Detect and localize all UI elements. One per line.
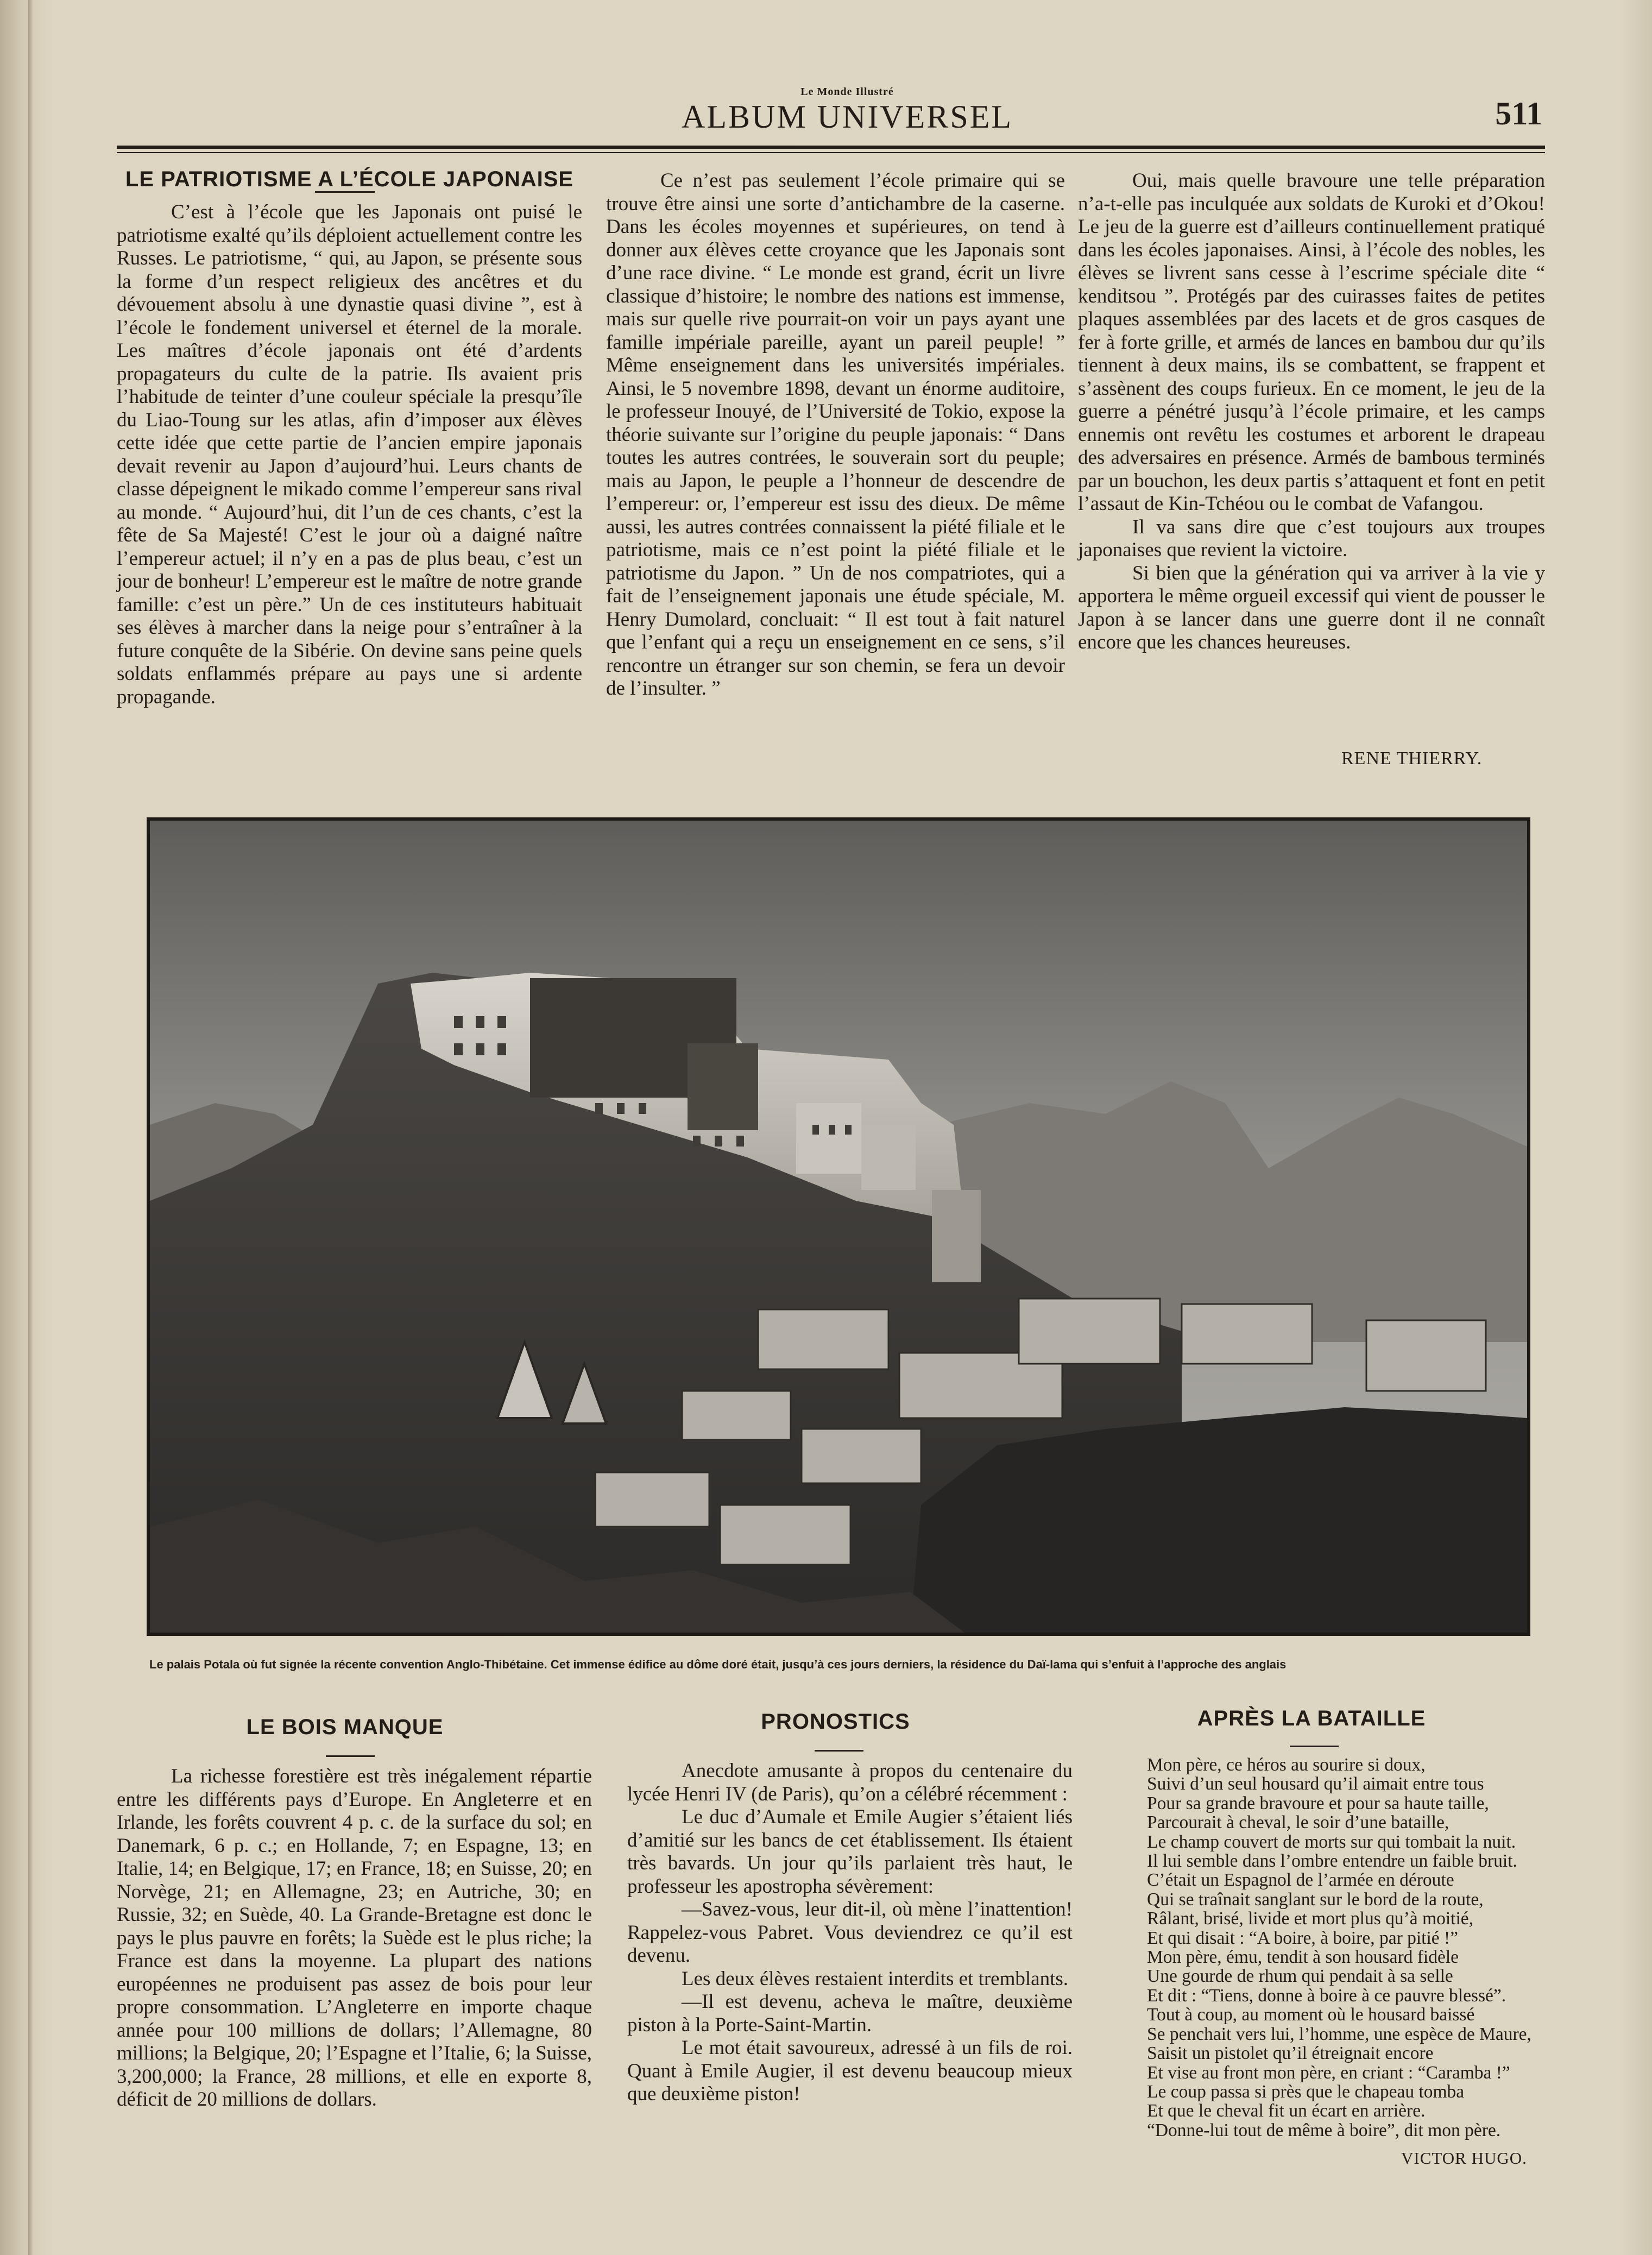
article-title-patriotisme: LE PATRIOTISME A L’ÉCOLE JAPONAISE <box>125 167 574 191</box>
article-title-pronostics: PRONOSTICS <box>761 1710 910 1734</box>
header-rule-thick <box>117 146 1545 149</box>
poem-verse: Mon père, ému, tendit à son housard fidèle <box>1147 1947 1459 1968</box>
paragraph: —Savez-vous, leur dit-il, où mène l’inattention! Rappelez-vous Pabret. Vous deviendrez ce qu’il est devenu. <box>627 1898 1073 1967</box>
paragraph: Oui, mais quelle bravoure une telle préparation n’a-t-elle pas inculquée aux soldats de Kuroki et d’Okou! Le jeu de la guerre est d’ailleurs continuellement pratiqué dans les écoles japonaises. Ainsi, à l’école des nobles, les élèves se livrent sans cesse à l’escrime spéciale dite “ kenditsou ”. Protégés par des cuirasses faites de petites plaques assemblées par des lacets et de gros casques de fer à forte grille, et armés de lances en bambou dur qu’ils tiennent à deux mains, ils se combattent, se frappent et s’assènent des coups furieux. En ce moment, le jeu de la guerre a pénétré jusqu’à l’école primaire, et les camps ennemis ont revêtu les costumes et arborent le drapeau des adversaires en présence. Armés de bambous terminés par un bouchon, les deux partis s’attaquent et font en petit l’assaut de Kin-Tchéou ou le combat de Vafangou. <box>1078 169 1545 515</box>
potala-palace-photo <box>147 817 1530 1636</box>
running-header-title: ALBUM UNIVERSEL <box>682 99 1013 135</box>
poem-verse: Tout à coup, au moment où le housard baissé <box>1147 2005 1475 2025</box>
article-title-apres-la-bataille: APRÈS LA BATAILLE <box>1197 1706 1426 1730</box>
poem-verse: Le coup passa si près que le chapeau tomba <box>1147 2081 1465 2102</box>
poem-verse: C’était un Espagnol de l’armée en déroute <box>1147 1870 1454 1891</box>
potala-palace-image <box>150 821 1527 1633</box>
article-patriotisme-column-2 <box>606 169 1065 701</box>
title-separator <box>1290 1746 1339 1747</box>
poem-verse: Et que le cheval fit un écart en arrière. <box>1147 2101 1426 2121</box>
poem-verse: Il lui semble dans l’ombre entendre un faible bruit. <box>1147 1851 1517 1872</box>
poem-verse: Mon père, ce héros au sourire si doux, <box>1147 1755 1426 1775</box>
poem-verse: Râlant, brisé, livide et mort plus qu’à moitié, <box>1147 1908 1474 1929</box>
paragraph: Le duc d’Aumale et Emile Augier s’étaient liés d’amitié sur les bancs de cet établissement. Ils étaient très bavards. Un jour qu’ils parlaient très haut, le professeur les apostropha sévèrement: <box>627 1806 1073 1898</box>
author-signature-hugo: VICTOR HUGO. <box>1401 2149 1527 2168</box>
article-title-bois-manque: LE BOIS MANQUE <box>246 1715 444 1739</box>
title-separator <box>815 1750 863 1752</box>
article-pronostics-body <box>627 1760 1073 2106</box>
paragraph: Le mot était savoureux, adressé à un fils de roi. Quant à Emile Augier, il est devenu beaucoup mieux que deuxième piston! <box>627 2037 1073 2105</box>
paragraph: Anecdote amusante à propos du centenaire du lycée Henri IV (de Paris), qu’on a célébré récemment : <box>627 1760 1073 1805</box>
page-number: 511 <box>1495 96 1542 131</box>
photo-caption: Le palais Potala où fut signée la récente convention Anglo-Thibétaine. Cet immense édifice au dôme doré était, jusqu’à ces jours derniers, la résidence du Daï-lama qui s’enfuit à l’approche des anglais <box>149 1658 1287 1671</box>
page-binding-edge <box>28 0 33 2255</box>
paragraph: Les deux élèves restaient interdits et tremblants. <box>682 1967 1069 1990</box>
article-bois-manque-body <box>117 1765 592 2112</box>
paragraph: —Il est devenu, acheva le maître, deuxième piston à la Porte-Saint-Martin. <box>627 1991 1073 2036</box>
paragraph: Si bien que la génération qui va arriver à la vie y apportera le même orgueil excessif qui vient de pousser le Japon à se lancer dans une guerre dont il ne connaît encore que les chances heureuses. <box>1078 562 1545 653</box>
poem-verse: Et dit : “Tiens, donne à boire à ce pauvre blessé”. <box>1147 1985 1506 2006</box>
poem-apres-la-bataille <box>1093 1755 1552 2140</box>
title-separator <box>315 191 375 193</box>
article-patriotisme-column-1 <box>117 201 582 709</box>
poem-verse: Se penchait vers lui, l’homme, une espèce de Maure, <box>1147 2024 1531 2044</box>
poem-verse: Et vise au front mon père, en criant : “Caramba !” <box>1147 2062 1510 2083</box>
running-header-small: Le Monde Illustré <box>800 86 894 98</box>
poem-verse: “Donne-lui tout de même à boire”, dit mon père. <box>1147 2120 1501 2140</box>
poem-verse: Et qui disait : “A boire, à boire, par pitié !” <box>1147 1928 1459 1948</box>
poem-verse: Le champ couvert de morts sur qui tombait la nuit. <box>1147 1831 1516 1852</box>
poem-verse: Une gourde de rhum qui pendait à sa selle <box>1147 1966 1453 1987</box>
poem-verse: Qui se traînait sanglant sur le bord de la route, <box>1147 1889 1484 1910</box>
article-patriotisme-column-3 <box>1078 169 1545 654</box>
paragraph: C’est à l’école que les Japonais ont puisé le patriotisme exalté qu’ils déploient actuellement contre les Russes. Le patriotisme, “ qui, au Japon, se présente sous la forme d’un respect religieux des ancêtres et du dévouement absolu à une dynastie quasi divine ”, est à l’école le fondement universel et éternel de la morale. Les maîtres d’école japonais ont été d’ardents propagateurs du culte de la patrie. Ils avaient pris l’habitude de teinter d’une couleur spéciale la presqu’île du Liao-Toung sur les atlas, afin d’imposer aux élèves cette idée que cette partie de l’ancien empire japonais devait revenir au Japon d’aujourd’hui. Leurs chants de classe dépeignent le mikado comme l’empereur sans rival au monde. “ Aujourd’hui, dit l’un de ces chants, c’est la fête de Sa Majesté! C’est le jour où a daigné naître l’empereur actuel; il n’y en a pas de plus beau, c’est un jour de bonheur! L’empereur est le maître de notre grande famille: c’est un père.” Un de ces instituteurs habituait ses élèves à marcher dans la neige pour s’entraîner à la future conquête de la Sibérie. On devine sans peine quels soldats enflammés prépare au pays une si ardente propagande. <box>117 201 582 708</box>
poem-verse: Saisit un pistolet qu’il étreignait encore <box>1147 2043 1434 2064</box>
title-separator <box>326 1755 375 1757</box>
paragraph: Ce n’est pas seulement l’école primaire qui se trouve être ainsi une sorte d’antichambre de la caserne. Dans les écoles moyennes et supérieures, on tend à donner aux élèves cette croyance que les Japonais sont d’une race divine. “ Le monde est grand, écrit un livre classique d’histoire; le nombre des nations est immense, mais sur quelle rive pourrait-on voir un pays ayant une famille impériale pareille, ayant un pareil peuple! ” Même enseignement dans les universités impériales. Ainsi, le 5 novembre 1898, devant un énorme auditoire, le professeur Inouyé, de l’Université de Tokio, expose la théorie suivante sur l’origine du peuple japonais: “ Dans toutes les autres contrées, le souverain sort du peuple; mais au Japon, le peuple a l’honneur de descendre de l’empereur: or, l’empereur est issu des dieux. De même aussi, les autres contrées connaissent la piété filiale et le patriotisme, mais ce n’est point la piété filiale et le patriotisme du Japon. ” Un de nos compatriotes, qui a fait de l’enseignement japonais une étude spéciale, M. Henry Dumolard, concluait: “ Il est tout à fait naturel que l’enfant qui a reçu un enseignement en ce sens, s’il rencontre un étranger sur son chemin, se fera un devoir de l’insulter. ” <box>606 169 1065 700</box>
poem-verse: Pour sa grande bravoure et pour sa haute taille, <box>1147 1793 1489 1813</box>
author-signature-thierry: RENE THIERRY. <box>1341 748 1483 769</box>
header-rule-thin <box>117 152 1545 153</box>
paragraph: Il va sans dire que c’est toujours aux troupes japonaises que revient la victoire. <box>1078 515 1545 561</box>
poem-verse: Parcourait à cheval, le soir d’une bataille, <box>1147 1812 1449 1833</box>
paragraph: La richesse forestière est très inégalement répartie entre les différents pays d’Europe. En Angleterre et en Irlande, les forêts couvrent 4 p. c. de la surface du sol; en Danemark, 6 p. c.; en Hollande, 7; en Espagne, 13; en Italie, 14; en Belgique, 17; en France, 18; en Suisse, 20; en Norvège, 21; en Allemagne, 23; en Autriche, 30; en Russie, 32; en Suède, 40. La Grande-Bretagne est donc le pays le plus pauvre en forêts; la Suède est le plus riche; la France est dans la moyenne. La plupart des nations européennes ne produisent pas assez de bois pour leur propre consommation. L’Angleterre en importe chaque année pour 100 millions de dollars; l’Allemagne, 80 millions; la Belgique, 20; l’Espagne et l’Italie, 6; la Suisse, 3,200,000; la France, 28 millions, et elle en exporte 8, déficit de 20 millions de dollars. <box>117 1765 592 2111</box>
poem-verse: Suivi d’un seul housard qu’il aimait entre tous <box>1147 1774 1484 1794</box>
